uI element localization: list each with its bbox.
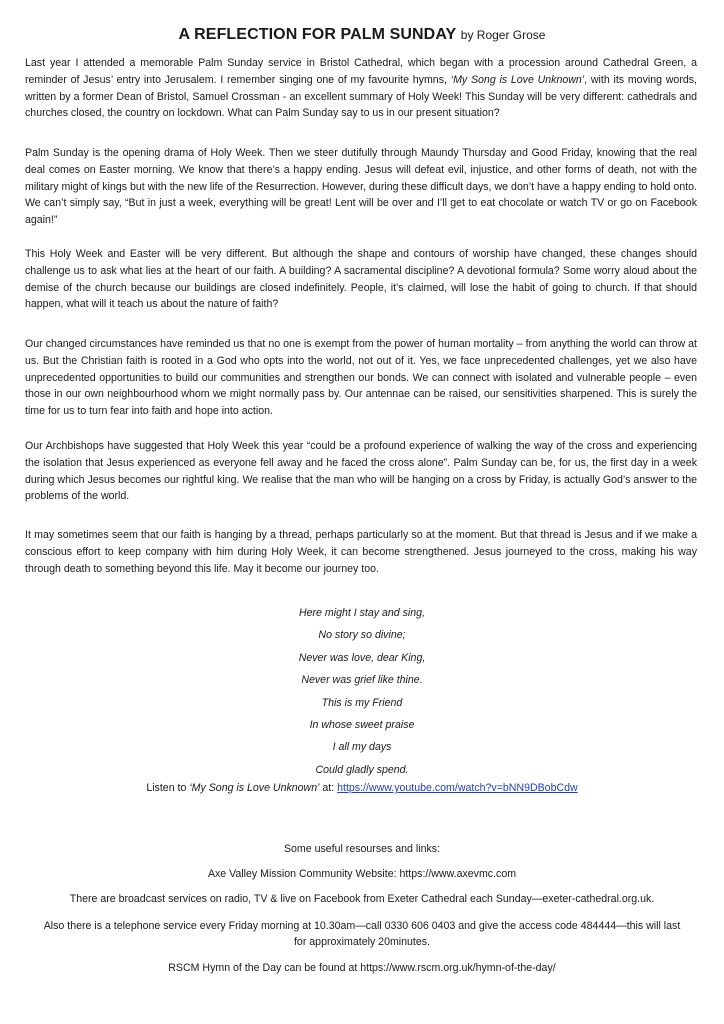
hymn-line: No story so divine;: [318, 629, 406, 642]
listen-hymn-title: ‘My Song is Love Unknown’: [189, 782, 320, 794]
paragraph-2: Palm Sunday is the opening drama of Holy Week. Then we steer dutifully through Maundy Thursday and Good Friday, knowing that the real deal comes on Easter morning. We know that there’s a happy ending. Jesus will defeat evil, injustice, and other forms of death, not with the military might of kings but with the new life of the Resurrection. However, during these difficult days, we don’t have a happy ending to hold onto. We can’t simply say, “But in just a week, everything will be great! Lent will be over and I’ll get to eat chocolate or watch TV or go on Facebook again!”: [25, 147, 697, 227]
paragraph-5: Our Archbishops have suggested that Holy Week this year “could be a profound experience of walking the way of the cross and experiencing the isolation that Jesus experienced as everyone fell away and he faced the cross alone”. Palm Sunday can be, for us, the first day in a week during which Jesus becomes our rightful king. We realise that the man who will be hanging on a cross by Friday, is actually God’s answer to the problems of the world.: [25, 440, 697, 503]
telephone-service-line: [0, 918, 724, 950]
title-byline: by Roger Grose: [460, 28, 546, 42]
page-title: [0, 26, 724, 44]
hymn-verse: [0, 602, 724, 781]
paragraph-6: It may sometimes seem that our faith is hanging by a thread, perhaps particularly so at the moment. But that thread is Jesus and if we make a conscious effort to keep company with him during Holy Week, it can become strengthened. Jesus journeyed to the cross, making his way through death to something beyond this life. May it become our journey too.: [25, 529, 697, 575]
paragraph-1: [25, 55, 697, 122]
hymn-line: I all my days: [332, 741, 392, 754]
title-main: A REFLECTION FOR PALM SUNDAY: [178, 26, 457, 43]
listen-line: [0, 780, 724, 796]
listen-mid: at:: [319, 782, 338, 794]
listen-prefix: Listen to: [146, 782, 190, 794]
paragraph-1-hymn-title: ‘My Song is Love Unknown’: [450, 73, 585, 86]
hymn-line: In whose sweet praise: [309, 718, 415, 731]
paragraph-1-text-b: , with its moving words, written by a former Dean of Bristol, Samuel Crossman - an excellent summary of Holy Week! This Sunday will be very different: cathedrals and churches closed, the country on lockdown. What can Palm Sunday say to us in our present situation?: [25, 73, 697, 120]
hymn-line: Could gladly spend.: [315, 763, 409, 776]
hymn-line: Here might I stay and sing,: [298, 607, 425, 619]
hymn-line: Never was love, dear King,: [298, 651, 426, 664]
links-heading: Some useful resourses and links:: [283, 843, 441, 855]
broadcast-services-line: There are broadcast services on radio, TV & live on Facebook from Exeter Cathedral each Sunday—exeter-cathedral.org.uk.: [69, 893, 655, 905]
telephone-service-line-2: for approximately 20minutes.: [293, 936, 431, 948]
paragraph-3: This Holy Week and Easter will be very different. But although the shape and contours of worship have changed, these changes should challenge us to ask what lies at the heart of our faith. A building? A sacramental discipline? A devotional formula? Some worry aloud about the demise of the church because our buildings are closed indefinitely. People, it’s claimed, will lose the habit of going to church. If that should happen, what will it teach us about the nature of faith?: [25, 248, 697, 311]
youtube-link[interactable]: https://www.youtube.com/watch?v=bNN9DBobCdw: [337, 782, 578, 794]
rscm-hymn-line: RSCM Hymn of the Day can be found at https://www.rscm.org.uk/hymn-of-the-day/: [168, 962, 556, 974]
paragraph-4: Our changed circumstances have reminded us that no one is exempt from the power of human mortality – from anything the world can throw at us. But the Christian faith is rooted in a God who opts into the world, not out of it. Yes, we face unprecedented challenges, yet we also have unprecedented opportunities to build our communities and strengthen our bonds. We can connect with isolated and vulnerable people – even those in our own neighbourhood whom we might normally pass by. Our antennae can be raised, our sensitivities sharpened. This is surely the time for us to turn fear into faith and hope into action.: [25, 338, 697, 418]
hymn-line: Never was grief like thine.: [301, 674, 423, 687]
hymn-line: This is my Friend: [321, 696, 403, 709]
axe-valley-website-line: Axe Valley Mission Community Website: https://www.axevmc.com: [207, 868, 517, 880]
telephone-service-line-1: Also there is a telephone service every Friday morning at 10.30am—call 0330 606 0403 and give the access code 484444—this will last: [43, 920, 681, 932]
paragraph-1-text-a: Last year I attended a memorable Palm Sunday service in Bristol Cathedral, which began with a procession around Cathedral Green, a reminder of Jesus’ entry into Jerusalem. I remember singing one of my favourite hymns,: [25, 57, 697, 86]
